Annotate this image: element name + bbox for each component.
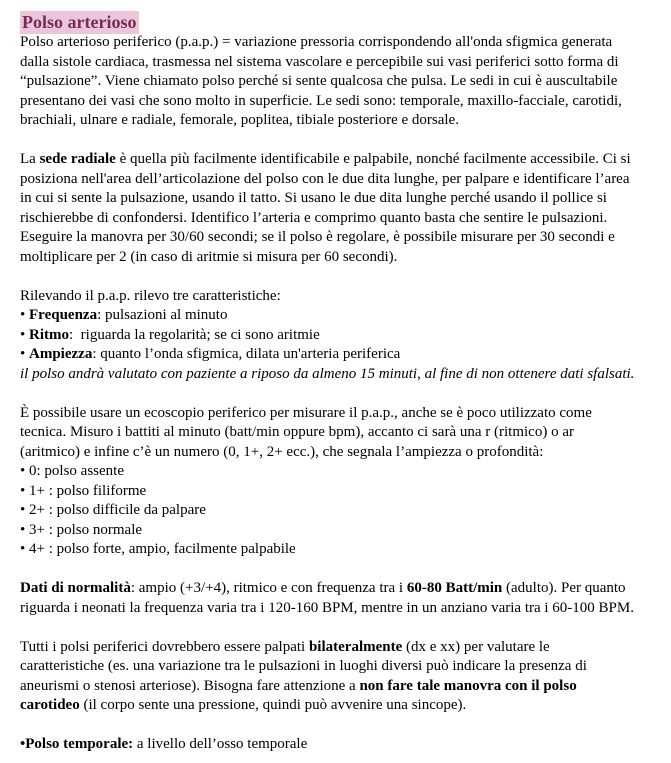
text-line bbox=[20, 579, 653, 599]
text-line bbox=[20, 248, 653, 268]
text-line bbox=[20, 33, 653, 53]
text-run: moltiplicare per 2 (in caso di aritmie si misura per 60 secondi). bbox=[20, 248, 398, 265]
text-line bbox=[20, 638, 653, 658]
paragraph-4 bbox=[20, 404, 653, 560]
text-run: presentano dei vasi che sono molto in superficie. Le sedi sono: temporale, maxillo-facciale, carotidi, bbox=[20, 92, 622, 109]
text-run: caratteristiche (es. una variazione tra le pulsazioni in luoghi diversi può indicare la presenza di bbox=[20, 658, 587, 674]
text-line bbox=[20, 111, 653, 131]
text-run: è quella più facilmente identificabile e palpabile, nonché facilmente accessibile. Ci si bbox=[115, 151, 631, 167]
text-line bbox=[20, 365, 653, 385]
text-run: • 4+ : polso forte, ampio, facilmente palpabile bbox=[20, 541, 296, 557]
text-line bbox=[20, 92, 653, 112]
text-run: aneurismi o stenosi arteriose). Bisogna fare attenzione a bbox=[20, 677, 360, 694]
text-line bbox=[20, 404, 653, 424]
text-run: posiziona nell'area dell’articolazione del polso con le due dita lunghe, per palpare e identificare l’area bbox=[20, 170, 630, 187]
document-body bbox=[20, 33, 653, 755]
text-line bbox=[20, 228, 653, 248]
text-line bbox=[20, 306, 653, 326]
text-line bbox=[20, 150, 653, 170]
text-line bbox=[20, 599, 653, 619]
text-line bbox=[20, 72, 653, 92]
text-run: sede radiale bbox=[39, 151, 116, 167]
text-run: • 1+ : polso filiforme bbox=[20, 482, 147, 499]
text-run: bilateralmente bbox=[308, 638, 403, 655]
text-run: non fare tale manovra con il polso bbox=[359, 677, 577, 694]
text-line bbox=[20, 521, 653, 541]
text-line bbox=[20, 677, 653, 697]
text-line bbox=[20, 189, 653, 209]
text-line bbox=[20, 657, 653, 677]
text-run: • 2+ : polso difficile da palpare bbox=[20, 502, 206, 518]
text-run: : quanto l’onda sfigmica, dilata un'arteria periferica bbox=[92, 346, 401, 362]
text-line bbox=[20, 53, 653, 73]
text-run: •Polso temporale: bbox=[20, 736, 134, 752]
page-title bbox=[20, 11, 653, 33]
text-line bbox=[20, 326, 653, 346]
text-run: Eseguire la manovra per 30/60 secondi; se il polso è regolare, è possibile misurare per 30 secondi e bbox=[20, 229, 615, 245]
text-run: : riguarda la regolarità; se ci sono aritmie bbox=[69, 326, 320, 343]
text-run: Ritmo bbox=[29, 326, 70, 343]
text-run: (aritmico) e infine c’è un numero (0, 1+, 2+ ecc.), che segnala l’ampiezza o profondità: bbox=[20, 443, 544, 460]
text-line bbox=[20, 423, 653, 443]
text-run: • bbox=[20, 326, 30, 343]
text-run: 60-80 Batt/min bbox=[406, 580, 503, 596]
text-run: • bbox=[20, 307, 30, 323]
text-line bbox=[20, 462, 653, 482]
paragraph-3 bbox=[20, 287, 653, 385]
text-run: in cui si sente la pulsazione, usando il tatto. Si usano le due dita lunghe perché usando il pollice si bbox=[20, 190, 607, 206]
text-run: rischierebbe di confondersi. Identifico l’arteria e comprimo quanto basta che sentire le pulsazioni. bbox=[20, 209, 608, 226]
paragraph-1 bbox=[20, 33, 653, 131]
text-run: (il corpo sente una pressione, quindi può avvenire una sincope). bbox=[79, 697, 467, 713]
text-run: brachiali, ulnare e radiale, femorale, poplitea, tibiale posteriore e dorsale. bbox=[20, 112, 459, 128]
text-run: Rilevando il p.a.p. rilevo tre caratteristiche: bbox=[20, 287, 281, 304]
text-run: La bbox=[20, 151, 40, 167]
paragraph-7 bbox=[20, 735, 653, 755]
text-line bbox=[20, 209, 653, 229]
text-run: : ampio (+3/+4), ritmico e con frequenza tra i bbox=[130, 580, 407, 596]
text-line bbox=[20, 287, 653, 307]
text-run: “pulsazione”. Viene chiamato polso perché si sente qualcosa che pulsa. Le sedi in cui è auscultabile bbox=[20, 73, 618, 89]
paragraph-2 bbox=[20, 150, 653, 267]
text-run: (dx e xx) per valutare le bbox=[402, 638, 550, 655]
text-line bbox=[20, 735, 653, 755]
text-run: tecnica. Misuro i battiti al minuto (batt/min oppure bpm), accanto ci sarà una r (ritmico) o ar bbox=[20, 424, 574, 440]
text-line bbox=[20, 443, 653, 463]
text-run: È possibile usare un ecoscopio periferico per misurare il p.a.p., anche se è poco utilizzato come bbox=[20, 404, 592, 421]
text-run: • bbox=[20, 346, 30, 362]
paragraph-6 bbox=[20, 638, 653, 716]
title-highlighted-text: Polso arterioso bbox=[20, 11, 139, 34]
text-run: • 3+ : polso normale bbox=[20, 521, 143, 538]
text-run: a livello dell’osso temporale bbox=[133, 736, 308, 752]
text-run: (adulto). Per quanto bbox=[502, 580, 626, 596]
text-run: Frequenza bbox=[29, 307, 98, 323]
text-run: Ampiezza bbox=[29, 346, 93, 362]
text-run: dalla sistole cardiaca, trasmessa nel sistema vascolare e percepibile sui vasi periferici sotto forma di bbox=[20, 53, 619, 70]
text-line bbox=[20, 696, 653, 716]
text-run: : pulsazioni al minuto bbox=[97, 307, 228, 323]
text-line bbox=[20, 540, 653, 560]
text-run: riguarda i neonati la frequenza varia tra i 120-160 BPM, mentre in un anziano varia tra i 60-100 BPM. bbox=[20, 599, 634, 616]
text-run: il polso andrà valutato con paziente a riposo da almeno 15 minuti, al fine di non ottenere dati sfalsati. bbox=[20, 365, 635, 382]
paragraph-5 bbox=[20, 579, 653, 618]
text-run: • 0: polso assente bbox=[20, 463, 124, 479]
text-line bbox=[20, 170, 653, 190]
text-run: Tutti i polsi periferici dovrebbero essere palpati bbox=[20, 638, 309, 655]
text-run: carotideo bbox=[20, 697, 80, 713]
text-line bbox=[20, 345, 653, 365]
text-run: Polso arterioso periferico (p.a.p.) = variazione pressoria corrispondendo all'onda sfigmica generata bbox=[20, 34, 613, 50]
text-run: Dati di normalità bbox=[20, 580, 131, 596]
text-line bbox=[20, 501, 653, 521]
text-line bbox=[20, 482, 653, 502]
